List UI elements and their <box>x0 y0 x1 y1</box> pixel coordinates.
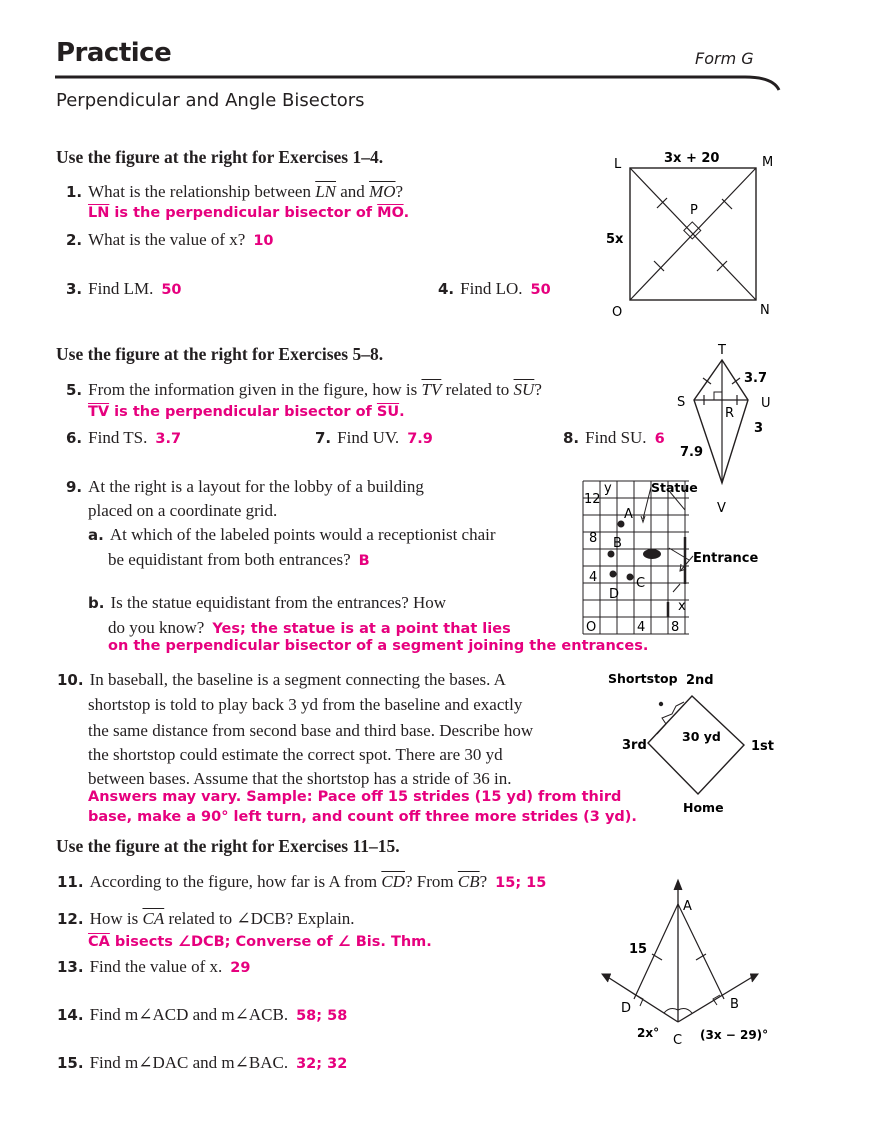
label-point-a: A <box>624 507 633 522</box>
label-x-axis: x <box>678 599 686 614</box>
label-entrance: Entrance <box>693 551 759 566</box>
section-heading-2: Use the figure at the right for Exercises 5–8. <box>56 344 384 364</box>
label-point-d: D <box>609 587 620 602</box>
label-d: D <box>621 1001 632 1016</box>
label-uv-length: 7.9 <box>680 445 704 460</box>
figure-lobby-grid <box>575 474 775 642</box>
exercise-11: 11. According to the figure, how far is A from $\overline{CD}$? From $\overline{CB}$? 15; 15 <box>57 872 547 891</box>
label-m: M <box>762 155 774 170</box>
exercise-10: 10. In baseball, the baseline is a segment connecting the bases. A <box>57 670 506 689</box>
label-statue: Statue <box>651 480 698 495</box>
figure-angle-bisector <box>596 874 776 1049</box>
label-n: N <box>760 303 770 318</box>
label-left-length: 5x <box>606 232 624 247</box>
answer-9b-1: Yes; the statue is at a point that lies <box>212 621 511 637</box>
exercise-10-line5: between bases. Assume that the shortstop has a stride of 36 in. <box>88 769 512 788</box>
answer-1: $\overline{LN}$ is the perpendicular bisector of $\overline{MO}$. <box>88 205 410 221</box>
answer-11: 15; 15 <box>495 875 547 891</box>
label-top-length: 3x + 20 <box>664 151 720 166</box>
tick-12: 12 <box>584 492 601 507</box>
figure-baseball-diamond <box>604 666 784 826</box>
answer-4: 50 <box>530 282 551 298</box>
answer-9b-2: on the perpendicular bisector of a segment joining the entrances. <box>108 638 649 654</box>
label-y-axis: y <box>604 481 612 496</box>
label-r: R <box>725 406 735 421</box>
answer-14: 58; 58 <box>296 1008 348 1024</box>
answer-12: $\overline{CA}$ bisects ∠DCB; Converse of ∠ Bis. Thm. <box>88 934 432 950</box>
tick-8: 8 <box>589 531 598 546</box>
label-shortstop: Shortstop <box>608 671 678 686</box>
exercise-9: 9. At the right is a layout for the lobby of a building <box>66 477 424 496</box>
exercise-4: 4. Find LO. 50 <box>438 279 551 298</box>
exercise-number: 1. <box>66 183 83 201</box>
answer-6: 3.7 <box>155 431 182 447</box>
exercise-10-line4: the shortstop could estimate the correct spot. There are 30 yd <box>88 745 503 764</box>
label-l: L <box>614 157 622 172</box>
page-subtitle: Perpendicular and Angle Bisectors <box>56 90 365 111</box>
answer-3: 50 <box>161 282 182 298</box>
label-a: A <box>683 899 692 914</box>
label-base-distance: 30 yd <box>682 729 721 744</box>
exercise-9a-line2: be equidistant from both entrances? B <box>108 550 370 569</box>
form-label: Form G <box>695 49 754 68</box>
exercise-6: 6. Find TS. 3.7 <box>66 428 182 447</box>
answer-9a: B <box>358 553 370 569</box>
label-u: U <box>761 396 771 411</box>
answer-10-1: Answers may vary. Sample: Pace off 15 strides (15 yd) from third <box>88 789 622 805</box>
answer-5: $\overline{TV}$ is the perpendicular bisector of $\overline{SU}$. <box>88 404 405 420</box>
label-home: Home <box>683 800 724 815</box>
exercise-5: 5. From the information given in the figure, how is $\overline{TV}$ related to $\overline{SU}$? <box>66 380 542 399</box>
label-t: T <box>718 343 726 358</box>
exercise-9-line2: placed on a coordinate grid. <box>88 501 278 520</box>
tick-4: 4 <box>589 570 598 585</box>
label-right-angle: (3x − 29)° <box>700 1028 769 1042</box>
tick-origin: O <box>586 620 597 635</box>
exercise-10-line3: the same distance from second base and third base. Describe how <box>88 721 534 740</box>
label-ru-length: 3 <box>754 421 764 436</box>
exercise-7: 7. Find UV. 7.9 <box>315 428 433 447</box>
label-third-base: 3rd <box>622 738 647 753</box>
exercise-1: 1. What is the relationship between $\overline{LN}$ and $\overline{MO}$? <box>66 182 404 201</box>
exercise-13: 13. Find the value of x. 29 <box>57 957 251 976</box>
label-b: B <box>730 997 739 1012</box>
exercise-2: 2. What is the value of x? 10 <box>66 230 274 249</box>
label-side-length: 15 <box>629 942 648 957</box>
label-point-c: C <box>636 576 646 591</box>
figure-square-lmno <box>600 146 780 321</box>
tick-x-4: 4 <box>637 620 646 635</box>
label-ts-length: 3.7 <box>744 371 768 386</box>
section-heading-3: Use the figure at the right for Exercises 11–15. <box>56 836 400 856</box>
exercise-3: 3. Find LM. 50 <box>66 279 182 298</box>
label-p: P <box>690 203 698 218</box>
page-title: Practice <box>56 38 172 68</box>
exercise-9b: b. Is the statue equidistant from the entrances? How <box>88 593 447 612</box>
label-left-angle: 2x° <box>637 1026 660 1040</box>
exercise-10-line2: shortstop is told to play back 3 yd from the baseline and exactly <box>88 695 523 714</box>
answer-2: 10 <box>253 233 274 249</box>
exercise-14: 14. Find m∠ACD and m∠ACB. 58; 58 <box>57 1005 348 1024</box>
exercise-9b-line2: do you know? Yes; the statue is at a point that lies <box>108 618 511 637</box>
label-v: V <box>717 501 726 515</box>
exercise-12: 12. How is $\overline{CA}$ related to ∠DCB? Explain. <box>57 909 355 928</box>
exercise-9a: a. At which of the labeled points would a receptionist chair <box>88 525 496 544</box>
label-first-base: 1st <box>751 739 774 754</box>
answer-7: 7.9 <box>407 431 433 447</box>
answer-13: 29 <box>230 960 251 976</box>
exercise-15: 15. Find m∠DAC and m∠BAC. 32; 32 <box>57 1053 348 1072</box>
label-c: C <box>673 1033 683 1048</box>
answer-10-2: base, make a 90° left turn, and count off three more strides (3 yd). <box>88 809 637 825</box>
label-point-b: B <box>613 536 622 551</box>
answer-8: 6 <box>654 431 665 447</box>
tick-x-8: 8 <box>671 620 680 635</box>
exercise-8: 8. Find SU. 6 <box>563 428 665 447</box>
section-heading-1: Use the figure at the right for Exercises 1–4. <box>56 147 384 167</box>
label-o: O <box>612 305 623 320</box>
label-second-base: 2nd <box>686 673 714 688</box>
label-s: S <box>677 395 686 410</box>
answer-15: 32; 32 <box>296 1056 348 1072</box>
